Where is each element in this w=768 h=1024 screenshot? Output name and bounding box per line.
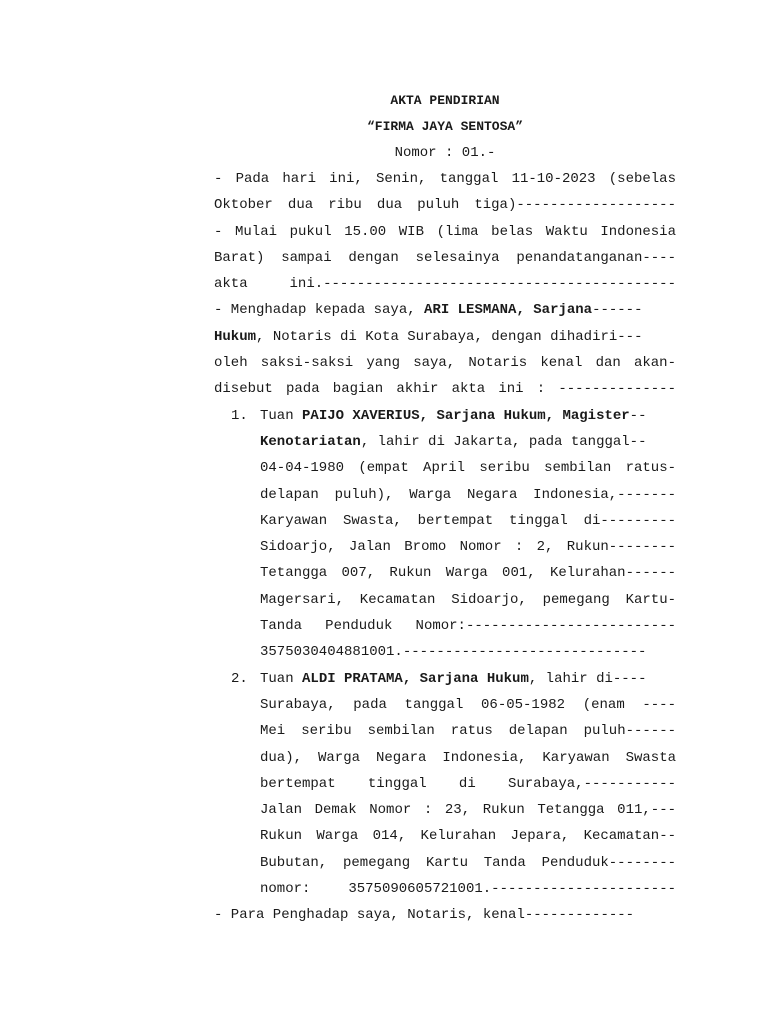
text-span: --: [629, 407, 647, 424]
party-1: [214, 403, 676, 666]
text-line: - Pada hari ini, Senin, tanggal 11-10-2023 (sebelas: [214, 171, 676, 187]
party-2-name: ALDI PRATAMA, Sarjana Hukum: [302, 670, 529, 687]
text-span: Tuan: [260, 670, 303, 687]
text-line: dua), Warga Negara Indonesia, Karyawan Swasta: [260, 749, 676, 766]
party-1-name: PAIJO XAVERIUS, Sarjana Hukum, Magister: [302, 407, 630, 424]
text-line: Tanda Penduduk Nomor:-------------------------: [260, 618, 676, 635]
firm-name: “FIRMA JAYA SENTOSA”: [366, 119, 524, 134]
appearance-paragraph: [214, 297, 676, 402]
text-line: bertempat tinggal di Surabaya,-----------: [260, 775, 676, 792]
party-1-degree: Kenotariatan: [260, 433, 361, 450]
text-line: Mei seribu sembilan ratus delapan puluh------: [260, 723, 676, 740]
text-line: 04-04-1980 (empat April seribu sembilan ratus-: [260, 460, 676, 477]
text-line: 2. Tuan ALDI PRATAMA, Sarjana Hukum, lahir di----: [231, 670, 647, 687]
text-line: Surabaya, pada tanggal 06-05-1982 (enam ----: [260, 696, 676, 713]
text-line: delapan puluh), Warga Negara Indonesia,-------: [260, 486, 676, 503]
text-span: , lahir di----: [528, 670, 647, 687]
text-line: [214, 324, 676, 350]
text-line: Jalan Demak Nomor : 23, Rukun Tetangga 011,---: [260, 802, 676, 819]
party-2: [214, 666, 676, 903]
intro-time-paragraph: [214, 219, 676, 298]
deed-number: Nomor : 01.-: [394, 145, 496, 161]
text-span: Tuan: [260, 407, 303, 424]
text-line: Karyawan Swasta, bertempat tinggal di---------: [260, 512, 676, 529]
notary-name: ARI LESMANA, Sarjana: [424, 302, 593, 319]
text-line: nomor: 3575090605721001.----------------------: [260, 881, 676, 898]
text-line: disebut pada bagian akhir akta ini : --------------: [214, 381, 676, 398]
text-line: [214, 297, 676, 323]
text-line: - Mulai pukul 15.00 WIB (lima belas Waktu Indonesia: [214, 223, 676, 240]
text-span: , Notaris di Kota Surabaya, dengan dihadiri---: [256, 328, 643, 345]
text-line: Sidoarjo, Jalan Bromo Nomor : 2, Rukun--------: [260, 539, 676, 556]
text-line: Magersari, Kecamatan Sidoarjo, pemegang Kartu-: [260, 591, 676, 608]
notary-title: Hukum: [214, 328, 257, 345]
deed-title: AKTA PENDIRIAN: [390, 93, 500, 108]
text-line: Bubutan, pemegang Kartu Tanda Penduduk--------: [260, 854, 676, 871]
text-line: [260, 429, 676, 455]
intro-date-paragraph: [214, 166, 676, 219]
text-line: oleh saksi-saksi yang saya, Notaris kenal dan akan-: [214, 355, 676, 372]
deed-document: [214, 88, 676, 929]
text-line: akta ini.------------------------------------------: [214, 276, 676, 293]
text-line: Rukun Warga 014, Kelurahan Jepara, Kecamatan--: [260, 828, 676, 845]
closing-line: - Para Penghadap saya, Notaris, kenal-------------: [214, 907, 635, 924]
text-span: - Menghadap kepada saya,: [214, 302, 425, 319]
text-span: ------: [592, 302, 643, 319]
text-span: , lahir di Jakarta, pada tanggal--: [360, 433, 647, 450]
text-line: Oktober dua ribu dua puluh tiga)-------------------: [214, 197, 676, 214]
text-line: Tetangga 007, Rukun Warga 001, Kelurahan------: [260, 565, 676, 582]
text-line: 1. Tuan PAIJO XAVERIUS, Sarjana Hukum, Magister--: [231, 407, 647, 424]
text-line: 3575030404881001.-----------------------------: [260, 644, 647, 661]
text-line: Barat) sampai dengan selesainya penandatanganan----: [214, 249, 676, 266]
